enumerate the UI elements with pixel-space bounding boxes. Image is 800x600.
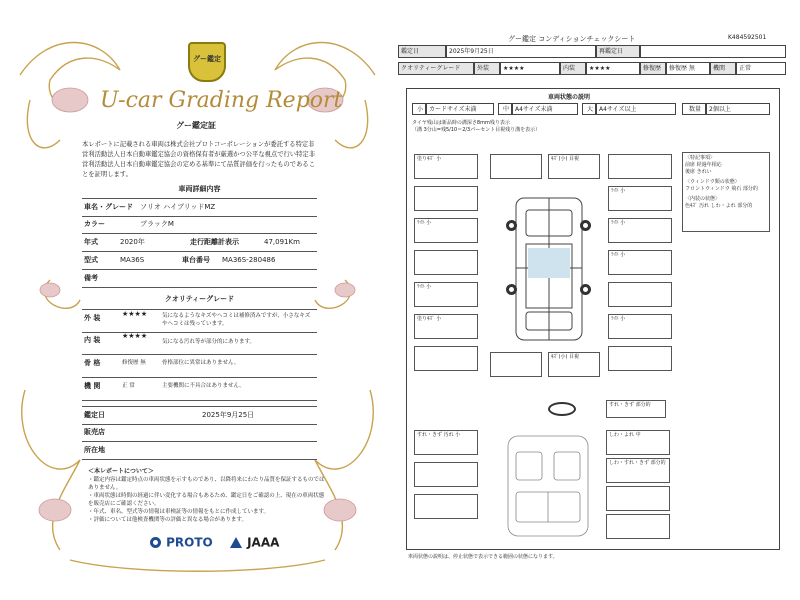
note-line: 後席 きれい (685, 169, 712, 175)
tire-note: タイヤ残山は新品時の溝深さ8mm残り表示 (412, 120, 510, 126)
size-small-desc: カードサイズ未満 (426, 103, 494, 115)
jaaa-logo-icon (230, 537, 242, 548)
note-line: 色ｷｽﾞ 汚れ しわ・よれ 部分的 (685, 203, 753, 209)
condition-check-sheet (398, 30, 786, 575)
note-line: 〈特記事項〉 (685, 155, 716, 161)
size-small-label: 小 (412, 103, 426, 115)
front-center-box: ｷｽﾞ(小) 目視 (548, 154, 600, 179)
engine-value: 正常 (736, 62, 786, 75)
front-right-wheel-icon (580, 220, 591, 231)
interior-desc: 気になる汚れ等が部分的にあります。 (162, 339, 256, 345)
notice-item: ・評価については他検査機関等の評価と異なる場合があります。 (88, 517, 247, 523)
notice-list (88, 476, 328, 524)
quality-frame-row (82, 355, 317, 378)
reappraisal-value (640, 45, 786, 58)
front-left-wheel-icon (506, 220, 517, 231)
sheet-code: K484592501 (728, 34, 767, 41)
right-mid-box-1: ﾗｲﾄ 小 (608, 218, 672, 243)
quality-engine-row (82, 378, 317, 401)
frame-value: 修復歴 無 (666, 62, 710, 75)
mileage-label: 走行距離計表示 (190, 238, 239, 246)
sheet-footer-note: 車両状態の説明は、停止状態で表示できる範囲の状態になります。 (408, 554, 558, 560)
year-value: 2020年 (120, 238, 145, 246)
left-mid-box-1: ﾗｲﾄ 小 (414, 218, 478, 243)
dealer-row (82, 424, 317, 442)
interior-label: 内 装 (84, 336, 101, 344)
notice-item: ・年式、車名、型式等の情報は車検証等の情報をもとに作成しています。 (88, 509, 270, 515)
quality-exterior-row (82, 309, 317, 333)
exterior-desc: 気になるようなキズやヘコミは補修済みですが、小さなキズやヘコミは残っています。 (162, 313, 311, 327)
left-box-2 (414, 186, 478, 211)
date-value: 2025年9月25日 (446, 45, 596, 58)
exterior-stars: ★★★★ (500, 62, 560, 75)
appraisal-date-row (82, 406, 317, 425)
note-line: 〈ウィンドウ類の状態〉 (685, 179, 740, 185)
frame-status: 修復歴 無 (122, 360, 146, 366)
vehicle-section-title: 車両詳細内容 (178, 185, 221, 193)
car-topview-diagram (494, 188, 604, 350)
interior-label: 内装 (560, 62, 586, 75)
right-box-1 (608, 154, 672, 179)
rear-left-box (490, 352, 542, 377)
certificate-subtitle: グー鑑定証 (176, 121, 216, 130)
vehicle-name-label: 車名・グレード (84, 203, 133, 211)
certificate-title: U-car Grading Report (100, 88, 343, 113)
left-mid-box-2: ﾗｲﾄ 小 (414, 282, 478, 307)
jaaa-logo (230, 532, 279, 548)
date-label: 鑑定日 (398, 45, 446, 58)
year-label: 年式 (84, 238, 98, 246)
notice-title: ＜本レポートについて＞ (88, 468, 154, 475)
notes-panel (682, 152, 770, 232)
proto-logo-icon (150, 537, 161, 548)
sheet-title: グー鑑定 コンディションチェックシート (508, 35, 636, 43)
interior-box-2 (414, 462, 478, 487)
dealer-label: 販売店 (84, 428, 105, 436)
engine-label: 機 関 (84, 382, 101, 390)
year-mileage-row (82, 234, 317, 252)
appraisal-date-label: 鑑定日 (84, 411, 105, 419)
interior-stars: ★★★★ (586, 62, 640, 75)
right-mid-box-2: ﾗｲﾄ 小 (608, 250, 672, 275)
interior-stars: ★★★★ (122, 332, 148, 340)
interior-seat-diagram (498, 432, 598, 540)
color-label: カラー (84, 220, 105, 228)
left-rear-box-1: 塗りｷｽﾞ 小 (414, 314, 478, 339)
left-box-4 (414, 250, 478, 275)
certificate-intro: 本レポートに記載される車両は株式会社プロトコーポレーションが委託する特定非営利活動法人日本自動車鑑定協会の資格保有者が厳選かつ公平な視点で行い特定非営利活動法人日本自動車鑑定協会の定める基準にて品質評価を行ったものであることを証明します。 (82, 141, 315, 178)
note-line: フロントウィンドウ 飛石 部分的 (685, 186, 758, 192)
front-left-box (490, 154, 542, 179)
rear-right-wheel-icon (580, 284, 591, 295)
notes-row (82, 270, 317, 288)
size-medium-label: 中 (498, 103, 512, 115)
quality-grade-label: クオリティーグレード (398, 62, 474, 75)
count-label: 数量 (682, 103, 706, 115)
condition-legend-title: 車両状態の説明 (548, 94, 591, 101)
goo-badge-icon (188, 42, 226, 82)
interior-box-6 (606, 486, 670, 511)
left-box-7 (414, 346, 478, 371)
notice-item: ・車両状態は時間の経過に伴い変化する場合もあるため、鑑定日をご確認の上、現在の車両状態を販売店にご確認ください。 (88, 493, 325, 507)
size-large-desc: A4サイズ以上 (596, 103, 676, 115)
proto-logo-text: PROTO (166, 535, 213, 550)
note-line: 前席 経過年相応 (685, 162, 722, 168)
engine-status: 正 常 (122, 383, 135, 389)
color-row (82, 216, 317, 234)
model-value: MA36S (120, 256, 145, 264)
quality-interior-row (82, 332, 317, 355)
exterior-stars: ★★★★ (122, 310, 148, 318)
right-front-box: ﾗｲﾄ 小 (608, 186, 672, 211)
mileage-value: 47,091Km (264, 238, 300, 246)
frame-label: 修復歴 (640, 62, 666, 75)
interior-box-7 (606, 514, 670, 539)
address-row (82, 442, 317, 460)
badge-text: グー鑑定 (193, 55, 221, 63)
chassis-value: MA36S-280486 (222, 256, 276, 264)
rear-center-box: ｷｽﾞ(小) 目視 (548, 352, 600, 377)
exterior-label: 外装 (474, 62, 500, 75)
size-medium-desc: A4サイズ未満 (512, 103, 578, 115)
right-box-7 (608, 346, 672, 371)
rear-left-wheel-icon (506, 284, 517, 295)
right-box-5 (608, 282, 672, 307)
tire-note-sub: （溝 3分山=残5/10＝2/3パーセント目視残り溝を表示） (412, 127, 541, 133)
frame-label: 骨 格 (84, 359, 101, 367)
reappraisal-label: 再鑑定日 (596, 45, 640, 58)
vehicle-name-row (82, 198, 317, 217)
steering-wheel-icon (548, 402, 576, 416)
frame-desc: 骨格部位に異常はありません。 (162, 360, 240, 366)
interior-box-1: すれ・きず 汚れ 小 (414, 430, 478, 455)
quality-grade-title: クオリティーグレード (164, 295, 235, 303)
right-rear-box: ﾗｲﾄ 小 (608, 314, 672, 339)
interior-box-5: しわ・すれ・きず 部分的 (606, 458, 670, 483)
chassis-label: 車台番号 (182, 256, 210, 264)
left-front-box: 塗りｷｽﾞ 小 (414, 154, 478, 179)
interior-box-3 (414, 494, 478, 519)
color-value: ブラックM (140, 220, 174, 228)
engine-desc: 主要機関に不具合はありません。 (162, 383, 245, 389)
address-label: 所在地 (84, 446, 105, 454)
size-large-label: 大 (582, 103, 596, 115)
vehicle-name-value: ソリオ ハイブリッドMZ (140, 203, 216, 211)
grading-certificate (10, 20, 385, 585)
proto-logo (150, 532, 213, 548)
exterior-label: 外 装 (84, 314, 101, 322)
appraisal-date-value: 2025年9月25日 (202, 411, 255, 419)
model-label: 型式 (84, 256, 98, 264)
jaaa-logo-text: JAAA (247, 535, 280, 550)
steering-note-box: すれ・きず 部分的 (606, 400, 666, 418)
notes-label: 備考 (84, 274, 98, 282)
count-value: 2個以上 (706, 103, 770, 115)
interior-box-4: しわ・よれ 中 (606, 430, 670, 455)
note-line: 〈内装の状態〉 (685, 196, 721, 202)
notice-item: ・鑑定内容は鑑定時点の車両状態を示すものであり、以降将来にわたり品質を保証するものではありません。 (88, 477, 325, 491)
engine-label: 機関 (710, 62, 736, 75)
model-chassis-row (82, 252, 317, 270)
